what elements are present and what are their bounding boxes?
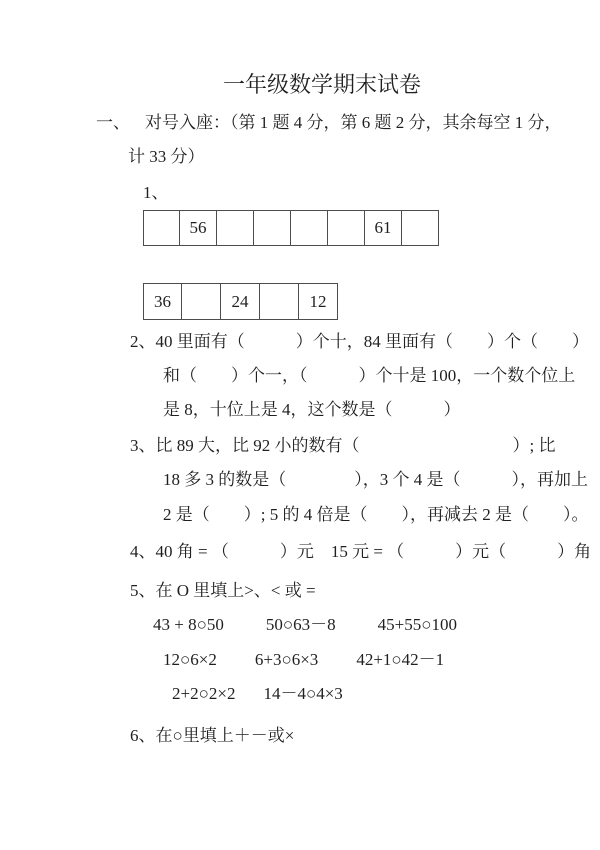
table-cell bbox=[402, 210, 439, 246]
expression-item: 45+55○100 bbox=[377, 615, 457, 634]
table-cell bbox=[182, 283, 221, 320]
section-one-heading-line1: 对号入座：（第 1 题 4 分，第 6 题 2 分，其余每空 1 分， bbox=[145, 113, 562, 132]
expression-item: 50○63－8 bbox=[265, 615, 336, 634]
table-cell bbox=[291, 210, 328, 246]
table-cell bbox=[217, 210, 254, 246]
question-3-line-1: 3、比 89 大，比 92 小的数有（ ）; 比 bbox=[130, 436, 556, 455]
comparison-row-2 bbox=[163, 649, 444, 671]
expression-item: 6+3○6×3 bbox=[254, 650, 319, 669]
question-1-label: 1、 bbox=[143, 183, 169, 202]
comparison-row-1 bbox=[153, 614, 457, 636]
table-cell bbox=[143, 210, 180, 246]
section-one-heading-line2: 计 33 分） bbox=[128, 147, 205, 166]
expression-item: 43 + 8○50 bbox=[153, 615, 224, 634]
expression-item: 12○6×2 bbox=[163, 650, 217, 669]
table-cell: 36 bbox=[143, 283, 182, 320]
table-cell bbox=[254, 210, 291, 246]
table-cell: 12 bbox=[299, 283, 338, 320]
question-4-text: 4、40 角 = （ ）元 15 元 = （ ）元（ ）角 bbox=[130, 542, 592, 561]
expression-item: 42+1○42－1 bbox=[356, 650, 445, 669]
question-5-text: 5、在 O 里填上>、< 或 = bbox=[130, 581, 316, 600]
question-2-line-2: 和（ ）个一，（ ）个十是 100，一个数个位上 bbox=[163, 366, 576, 385]
table-cell bbox=[260, 283, 299, 320]
question-3-line-2: 18 多 3 的数是（ ），3 个 4 是（ ），再加上 bbox=[163, 470, 588, 489]
comparison-row-3 bbox=[172, 683, 343, 705]
question-2-line-1: 2、40 里面有（ ）个十，84 里面有（ ）个（ ） bbox=[130, 332, 589, 351]
question-6-text: 6、在○里填上＋－或× bbox=[130, 726, 295, 745]
table-cell: 61 bbox=[365, 210, 402, 246]
question-3-line-3: 2 是（ ）; 5 的 4 倍是（ ），再减去 2 是（ ）。 bbox=[163, 505, 589, 524]
number-sequence-table-bottom bbox=[143, 283, 338, 320]
table-cell bbox=[328, 210, 365, 246]
table-cell: 56 bbox=[180, 210, 217, 246]
section-one-number: 一、 bbox=[96, 113, 130, 132]
table-cell: 24 bbox=[221, 283, 260, 320]
expression-item: 14－4○4×3 bbox=[263, 684, 343, 703]
page-title: 一年级数学期末试卷 bbox=[222, 72, 421, 97]
question-2-line-3: 是 8，十位上是 4，这个数是（ ） bbox=[163, 400, 461, 419]
number-sequence-table-top bbox=[143, 210, 439, 246]
expression-item: 2+2○2×2 bbox=[172, 684, 236, 703]
